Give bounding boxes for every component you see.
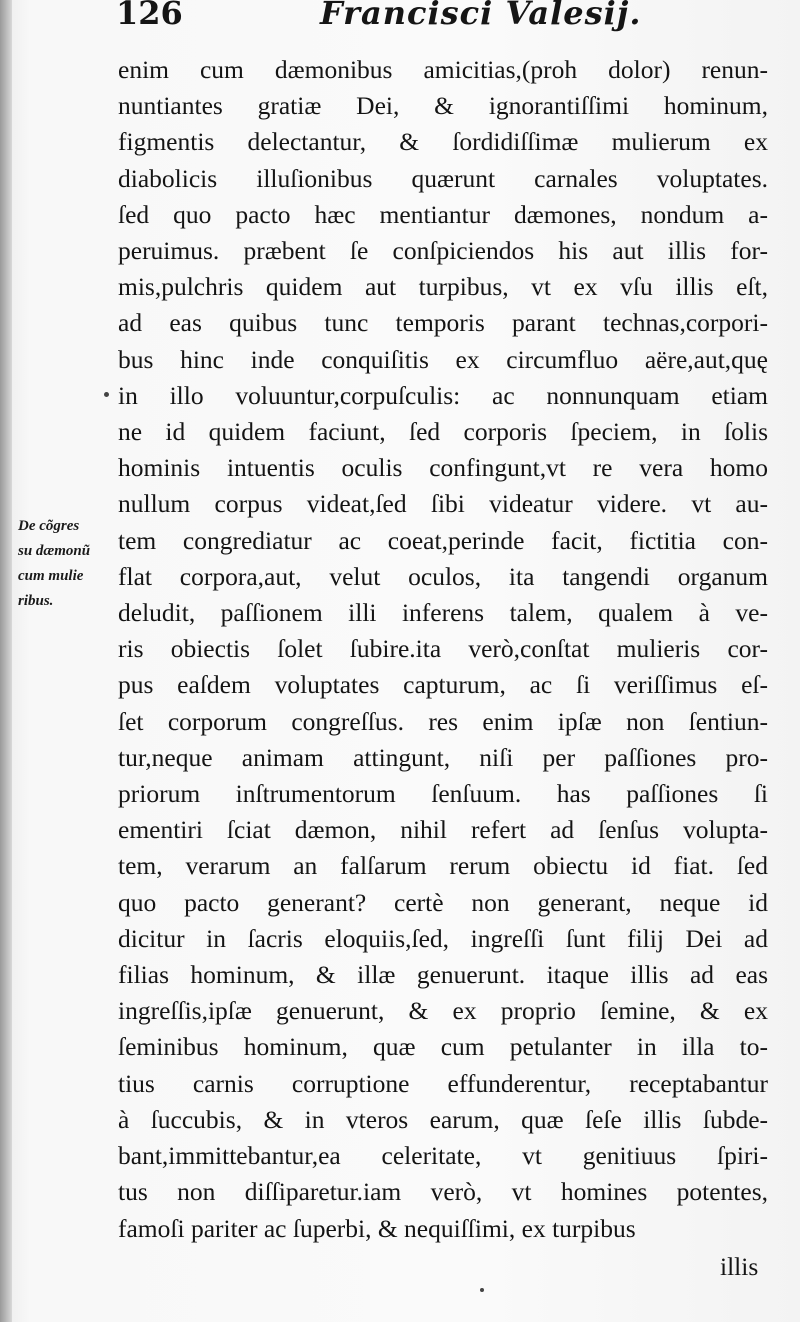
ink-speck bbox=[104, 392, 109, 397]
text-line: nullum corpus videat,ſed ſibi videatur videre. vt au- bbox=[118, 489, 768, 519]
text-line: pus eaſdem voluptates capturum, ac ſi veriſſimus eſ- bbox=[118, 670, 768, 700]
text-line: flat corpora,aut, velut oculos, ita tangendi organum bbox=[118, 561, 768, 591]
text-line: tius carnis corruptione effunderentur, receptabantur bbox=[118, 1068, 768, 1098]
text-line: famoſi pariter ac ſuperbi, & nequiſſimi, ex turpibus bbox=[118, 1213, 636, 1243]
text-line: mis,pulchris quidem aut turpibus, vt ex vſu illis eſt, bbox=[118, 272, 768, 302]
text-line: ſed quo pacto hæc mentiantur dæmones, nondum a- bbox=[118, 199, 768, 229]
page-spine-shadow bbox=[0, 0, 12, 1322]
marginal-note-line: su dæmonũ bbox=[18, 543, 91, 559]
text-line: figmentis delectantur, & ſordidiſſimæ mulierum ex bbox=[118, 127, 768, 157]
text-line: tus non diſſiparetur.iam verò, vt homines potentes, bbox=[118, 1177, 768, 1207]
text-line: enim cum dæmonibus amicitias,(proh dolor) renun- bbox=[118, 55, 768, 84]
text-line: tem, verarum an falſarum rerum obiectu id fiat. ſed bbox=[118, 851, 768, 881]
text-line: à ſuccubis, & in vteros earum, quæ ſeſe illis ſubde- bbox=[118, 1104, 768, 1134]
text-line: nuntiantes gratiæ Dei, & ignorantiſſimi hominum, bbox=[118, 91, 768, 121]
body-text bbox=[118, 52, 768, 1247]
text-line: peruimus. præbent ſe conſpiciendos his aut illis for- bbox=[118, 236, 768, 266]
text-line: dicitur in ſacris eloquiis,ſed, ingreſſi ſunt filij Dei ad bbox=[118, 923, 768, 953]
text-line: diabolicis illuſionibus quærunt carnales voluptates. bbox=[118, 163, 768, 193]
running-head bbox=[112, 0, 772, 36]
running-title: Francisci Valesij. bbox=[320, 0, 642, 32]
text-line: ſet corporum congreſſus. res enim ipſæ non ſentiun- bbox=[118, 706, 768, 736]
marginal-note bbox=[18, 514, 118, 614]
text-line: priorum inſtrumentorum ſenſuum. has paſſiones ſi bbox=[118, 779, 768, 809]
text-line: ne id quidem faciunt, ſed corporis ſpeciem, in ſolis bbox=[118, 417, 768, 447]
text-line: hominis intuentis oculis confingunt,vt re vera homo bbox=[118, 453, 768, 483]
text-line: tem congrediatur ac coeat,perinde facit, fictitia con- bbox=[118, 525, 768, 555]
text-line: quo pacto generant? certè non generant, neque id bbox=[118, 887, 768, 917]
text-line: filias hominum, & illæ genuerunt. itaque illis ad eas bbox=[118, 960, 768, 990]
marginal-note-line: ribus. bbox=[18, 593, 54, 609]
ink-speck bbox=[480, 1288, 484, 1292]
text-line: ris obiectis ſolet ſubire.ita verò,conſtat mulieris cor- bbox=[118, 634, 768, 664]
marginal-note-line: De cõgres bbox=[18, 518, 80, 534]
page-number: 126 bbox=[116, 0, 183, 32]
text-line: ſeminibus hominum, quæ cum petulanter in illa to- bbox=[118, 1032, 768, 1062]
text-line: ad eas quibus tunc temporis parant technas,corpori- bbox=[118, 308, 768, 338]
text-line: bant,immittebantur,ea celeritate, vt genitiuus ſpiri- bbox=[118, 1141, 768, 1171]
catchword: illis bbox=[720, 1252, 759, 1281]
text-line: tur,neque animam attingunt, niſi per paſſiones pro- bbox=[118, 742, 768, 772]
text-line: in illo voluuntur,corpuſculis: ac nonnunquam etiam bbox=[118, 380, 768, 410]
text-line: ementiri ſciat dæmon, nihil refert ad ſenſus volupta- bbox=[118, 815, 768, 845]
text-line: bus hinc inde conquiſitis ex circumfluo aëre,aut,quę bbox=[118, 344, 768, 374]
text-line: ingreſſis,ipſæ genuerunt, & ex proprio ſemine, & ex bbox=[118, 996, 768, 1026]
text-line: deludit, paſſionem illi inferens talem, qualem à ve- bbox=[118, 598, 768, 628]
marginal-note-line: cum mulie bbox=[18, 568, 84, 584]
